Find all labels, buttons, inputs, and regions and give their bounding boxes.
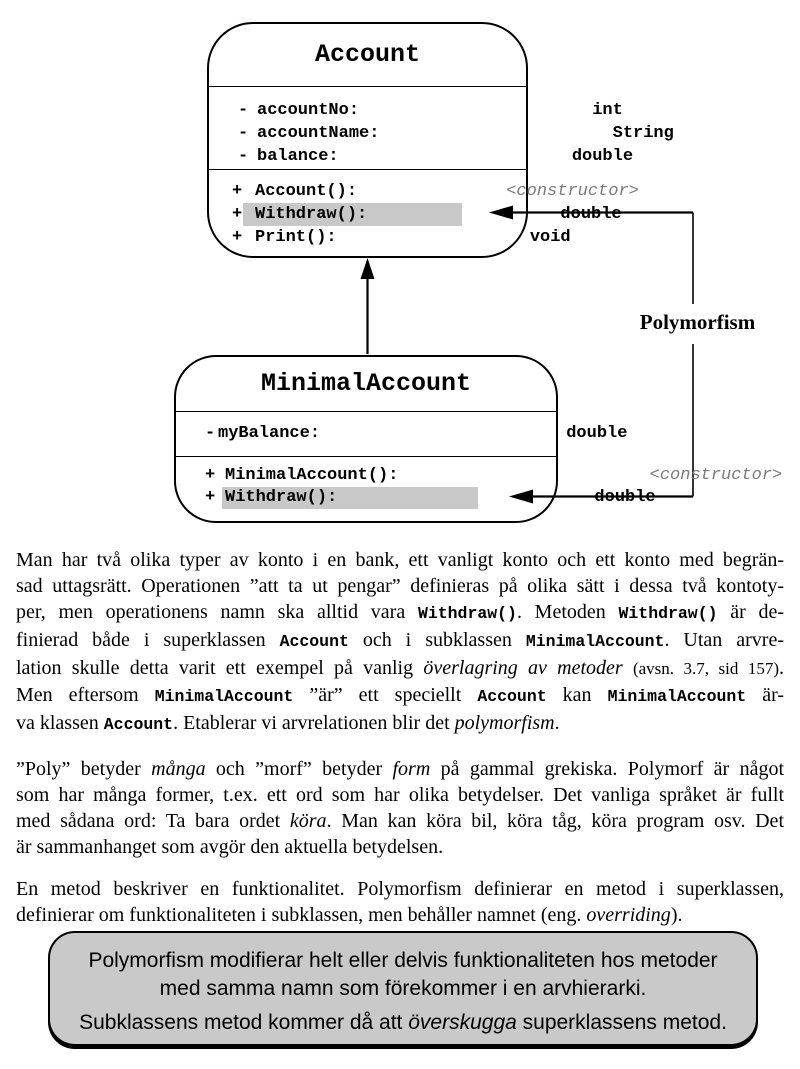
attribute-name: accountNo: [257,101,360,120]
text-segment [623,657,633,679]
text-segment: är sammanhanget som avgör den aktuella betydelsen. [16,836,444,858]
attribute-row [209,145,634,168]
visibility-marker: - [238,101,249,120]
text-line [16,682,784,710]
text-segment: . Metoden [516,601,619,623]
text-segment: va klassen [16,712,104,734]
text-segment: som har många former, t.ex. ett ord som har olika betydelser. Det vanliga språket är fullt [16,784,784,806]
visibility-marker: + [205,488,216,507]
method-row-withdraw [209,203,622,226]
minimal-methods-section [176,457,783,509]
account-attributes-section [209,87,674,170]
text-segment: Withdraw() [417,604,517,623]
text-line [50,1009,756,1037]
text-segment: . Etablerar vi arvrelationen blir det [173,712,455,734]
text-segment: definierar om funktionaliteten i subklassen, men behåller namnet (eng. [16,904,587,926]
text-segment: polymorfism [454,712,555,734]
text-segment: MinimalAccount [154,687,294,706]
paragraph-2 [16,756,784,860]
polymorfism-label: Polymorfism [639,310,756,334]
text-segment: . [778,657,784,679]
method-return-type: double [560,205,622,224]
text-segment: och ”morf” betyder [205,758,393,780]
class-box-minimal-account [174,355,783,523]
text-segment: överlagring av metoder [423,657,623,679]
text-segment: med samma namn som förekommer i en arvhierarki. [159,977,647,1000]
text-line [16,902,784,928]
class-title-minimal-account: MinimalAccount [176,357,556,412]
text-segment: . Utan arvre- [664,629,784,651]
text-segment: En metod beskriver en funktionalitet. Polymorfism definierar en metod i superklassen, [16,878,784,900]
text-segment: Subklassens metod kommer då att [79,1011,409,1034]
text-segment: ”är” ett speciellt [293,684,478,706]
text-segment: Man har två olika typer av konto i en bank, ett vanligt konto och ett konto med begrän- [16,549,784,571]
attribute-type: double [566,424,628,443]
text-line [16,834,784,860]
text-line [16,710,784,738]
method-return-type: <constructor> [506,182,639,201]
text-segment: form [392,758,431,780]
text-segment: per, men operationens namn ska alltid vara [16,601,418,623]
text-segment: och i subklassen [348,629,526,651]
text-segment: superklassens metod. [516,1011,727,1034]
text-segment: overriding [586,904,671,926]
class-box-account [207,22,674,258]
text-segment: . Man kan köra bil, köra tåg, köra program osv. Det [326,810,784,832]
method-row-withdraw [176,487,656,509]
visibility-marker: + [205,466,216,485]
callout-box [48,931,758,1046]
method-row [209,180,639,203]
attribute-type: double [571,147,634,166]
attribute-row [209,122,674,145]
text-segment: på gammal grekiska. Polymorf är något [430,758,784,780]
method-name: Print(): [255,228,337,247]
text-segment: kan [546,684,608,706]
inheritance-arrow-head [361,258,375,279]
text-segment: ). [670,904,683,926]
method-name: Withdraw(): [255,205,368,224]
text-segment: är de- [717,601,785,623]
text-segment: MinimalAccount [607,687,747,706]
method-return-type: void [529,228,571,247]
attribute-type: int [592,101,623,120]
body-text [16,547,784,928]
text-segment: Withdraw() [618,604,718,623]
text-segment: många [151,758,206,780]
text-line [16,876,784,902]
method-name: MinimalAccount(): [225,466,399,485]
text-line [16,599,784,627]
minimal-attributes-section [176,412,628,457]
method-row [176,465,783,487]
text-segment: (avsn. 3.7, sid 157) [632,659,779,678]
account-methods-section [209,170,639,249]
paragraph-1 [16,547,784,738]
text-segment: Account [279,632,349,651]
text-line [16,655,784,682]
text-segment: överskugga [408,1011,517,1034]
method-return-type: <constructor> [649,466,783,485]
visibility-marker: + [232,182,243,201]
text-segment: med sådana ord: Ta bara ordet [16,810,290,832]
visibility-marker: - [205,424,216,443]
text-line [16,547,784,573]
attribute-name: balance: [257,147,339,166]
text-line [50,947,756,975]
text-line [16,627,784,655]
text-segment: finierad både i superklassen [16,629,280,651]
text-segment: MinimalAccount [525,632,665,651]
text-segment: köra [289,810,327,832]
attribute-row [176,412,628,456]
visibility-marker: + [232,205,243,224]
method-name: Account(): [255,182,358,201]
attribute-row [209,99,623,122]
paragraph-3 [16,876,784,928]
text-segment: . [554,712,560,734]
visibility-marker: + [232,228,243,247]
visibility-marker: - [238,147,249,166]
class-title-account: Account [209,24,526,87]
text-segment: sad uttagsrätt. Operationen ”att ta ut pengar” definieras på olika sätt i dessa två kontoty- [16,575,784,597]
text-segment: lation skulle detta varit ett exempel på vanlig [16,657,424,679]
attribute-name: accountName: [257,124,380,143]
method-return-type: double [594,488,656,507]
text-segment: Polymorfism modifierar helt eller delvis funktionaliteten hos metoder [88,949,718,972]
method-name: Withdraw(): [225,488,338,507]
text-line [16,573,784,599]
text-line [16,782,784,808]
text-segment: Men eftersom [16,684,155,706]
text-segment: Account [477,687,547,706]
text-line [50,975,756,1003]
text-segment: ”Poly” betyder [16,758,152,780]
attribute-name: myBalance: [218,424,321,443]
method-row [209,226,571,249]
text-line [16,808,784,834]
attribute-type: String [612,124,674,143]
text-segment: är- [746,684,785,706]
visibility-marker: - [238,124,249,143]
text-line [16,756,784,782]
text-segment: Account [103,715,174,734]
